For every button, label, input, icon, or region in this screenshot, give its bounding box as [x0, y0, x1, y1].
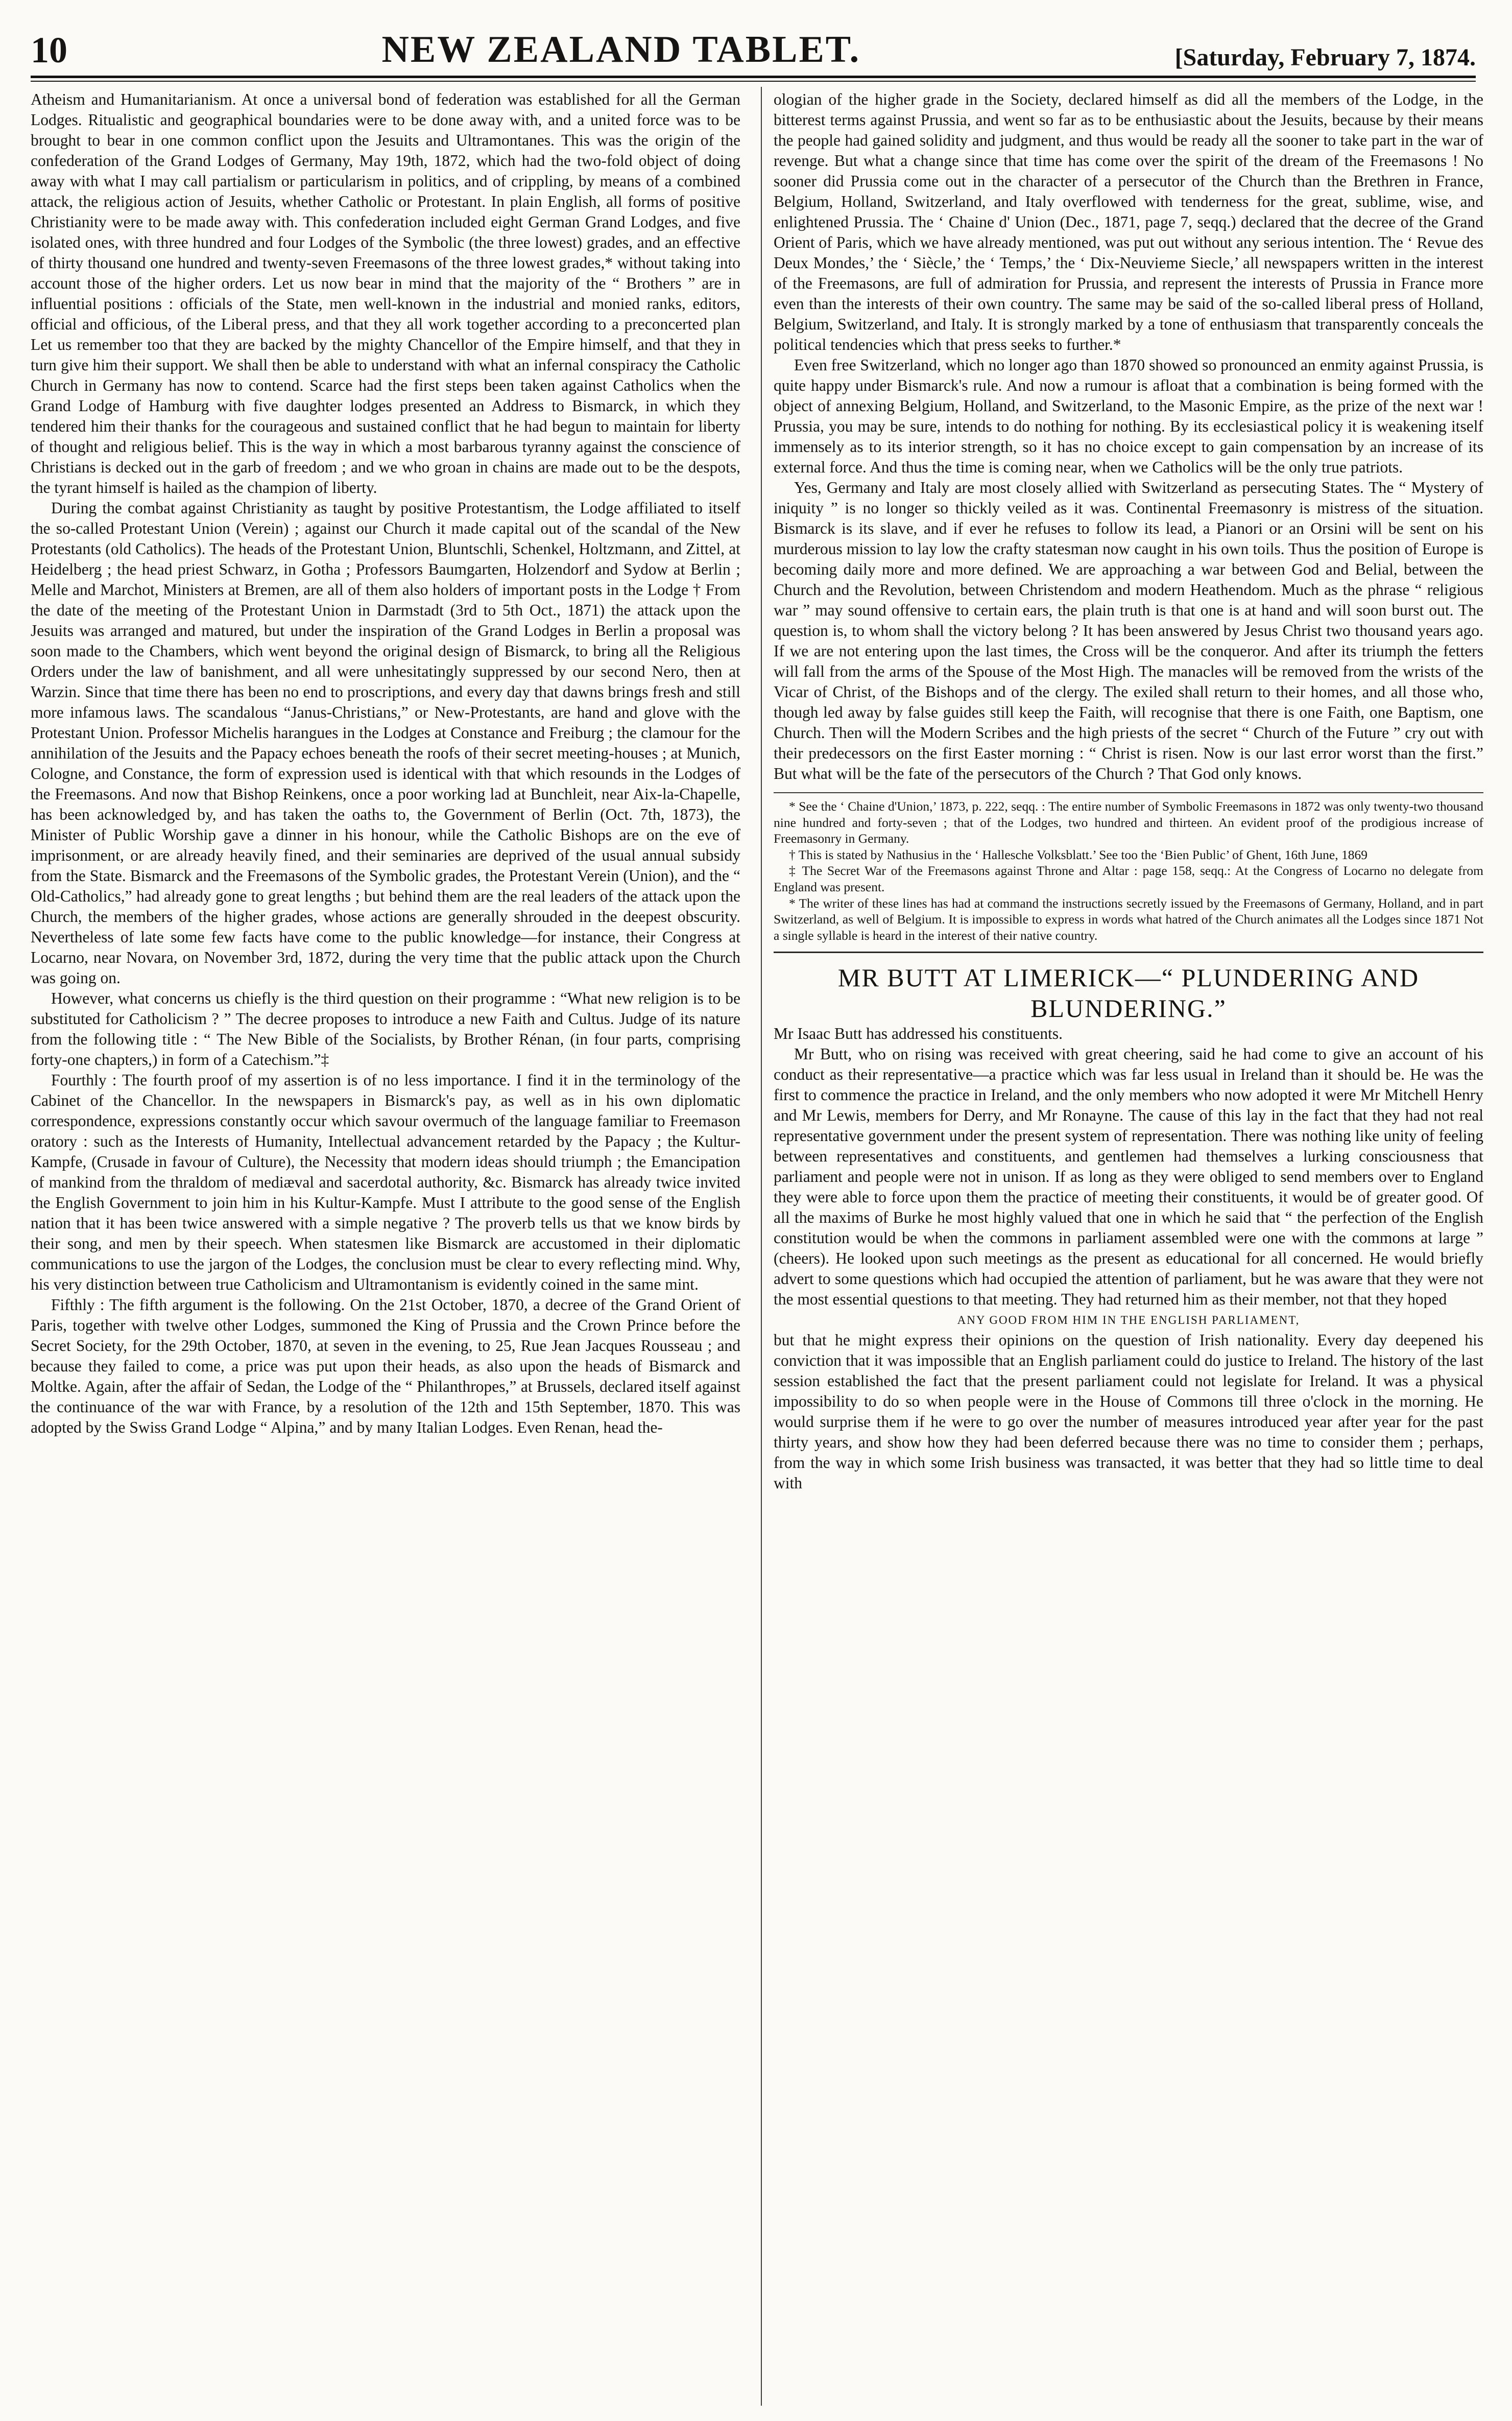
section-rule [774, 952, 1483, 953]
page-number: 10 [31, 30, 67, 70]
paragraph: but that he might express their opinions on the question of Irish nationality. Every day deepened his conviction that it was impossible that an English parliament could do justice to Ireland. The history of the last session established the fact that the present parliament could not legislate for Ireland. It was a physical impossibility to do so when people were in the House of Commons till three o'clock in the morning. He would surprise them if he were to go over the number of measures introduced year after year for the past thirty years, and show how they had been deferred because there was no time to consider them ; perhaps, from the way in which some Irish business was transacted, it was better that they had so little time to deal with [774, 1331, 1483, 1492]
footnotes [774, 792, 1483, 943]
footnote: † This is stated by Nathusius in the ‘ Hallesche Volksblatt.’ See too the ‘Bien Public’ of Ghent, 16th June, 1869 [789, 847, 1367, 862]
masthead [31, 15, 1476, 72]
article-headline: MR BUTT AT LIMERICK—“ PLUNDERING AND BLUNDERING.” [837, 963, 1420, 1023]
masthead-rule [31, 76, 1476, 78]
article-subhead: ANY GOOD FROM HIM IN THE ENGLISH PARLIAMENT, [957, 1314, 1300, 1327]
publication-title: NEW ZEALAND TABLET. [381, 29, 861, 70]
paragraph: Fifthly : The fifth argument is the following. On the 21st October, 1870, a decree of the Grand Orient of Paris, together with twelve other Lodges, summoned the King of Prussia and the Crown Prince before the Secret Society, for the 29th October, 1870, at seven in the evening, to 25, Rue Jean Jacques Rousseau ; and because they failed to come, a price was put upon their heads, as also upon the heads of Bismarck and Moltke. Again, after the affair of Sedan, the Lodge of the “ Philanthropes,” at Brussels, declared itself against the continuance of the war with France, by a resolution of the 12th and 15th September, 1870. This was adopted by the Swiss Grand Lodge “ Alpina,” and by many Italian Lodges. Even Renan, head the- [31, 1296, 740, 1436]
footnote: * The writer of these lines has had at command the instructions secretly issued by the Freemasons of Germany, Holland, and in part Switzerland, as well of Belgium. It is impossible to express in words what hatred of the Church animates all the Lodges since 1871 Not a single syllable is heard in the interest of their native country. [774, 895, 1483, 943]
newspaper-page [31, 15, 1483, 2411]
paragraph: Atheism and Humanitarianism. At once a universal bond of federation was established for all the German Lodges. Ritualistic and geographical boundaries were to be done away with, and a united force was to be brought to bear in one common conflict upon the Jesuits and Ultramontanes. This was the origin of the confederation of the Grand Lodges of Germany, May 19th, 1872, which had the two-fold object of doing away with what I may call partialism or particularism in politics, and of crippling, by means of a combined attack, the religious action of Jesuits, whether Catholic or Protestant. In plain English, all forms of positive Christianity were to be made away with. This confederation included eight German Grand Lodges, and five isolated ones, with three hundred and four Lodges of the Symbolic (the three lowest) grades, and an effective of thirty thousand one hundred and twenty-seven Freemasons of the three lowest grades,* without taking into account those of the higher orders. Let us now bear in mind that the majority of the “ Brothers ” are in influential positions : officials of the State, men well-known in the industrial and monied ranks, editors, official and officious, of the Liberal press, and that they all work together according to a preconcerted plan Let us remember too that they are backed by the mighty Chancellor of the Empire himself, and that they in turn give him their support. We shall then be able to understand with what an infernal conspiracy the Catholic Church in Germany has now to contend. Scarce had the first steps been taken against Catholics when the Grand Lodge of Hamburg with five daughter lodges presented an Address to Bismarck, in which they tendered him their thanks for the courageous and sustained conflict that he had begun to maintain for liberty of thought and religious belief. This is the way in which a most barbarous tyranny against the conscience of Christians is decked out in the garb of freedom ; and we who groan in chains are made out to be the despots, the tyrant himself is hailed as the champion of liberty. [31, 90, 740, 496]
left-column [31, 89, 740, 2408]
right-column [774, 89, 1483, 2408]
footnote: * See the ‘ Chaine d'Union,’ 1873, p. 222, seqq. : The entire number of Symbolic Freemasons in 1872 was only twenty-two thousand nine hundred and forty-seven ; that of the Lodges, two hundred and thirteen. An evident proof of the prodigious increase of Freemasonry in Germany. [774, 799, 1483, 846]
column-divider [761, 87, 762, 2406]
paragraph: However, what concerns us chiefly is the third question on their programme : “What new religion is to be substituted for Catholicism ? ” The decree proposes to introduce a new Faith and Cultus. Judge of its nature from the following title : “ The New Bible of the Socialists, by Brother Rénan, (in four parts, comprising forty-one chapters,) in form of a Catechism.”‡ [31, 989, 740, 1069]
paragraph: ologian of the higher grade in the Society, declared himself as did all the members of the Lodge, in the bitterest terms against Prussia, and went so far as to be enthusiastic about the Jesuits, because by their means the people had gained solidity and judgment, and thus would be ready all the sooner to take part in the war of revenge. But what a change since that time has come over the spirit of the dream of the Freemasons ! No sooner did Prussia come out in the character of a persecutor of the Church than the Brethren in France, Belgium, Holland, Switzerland, and Italy overflowed with tenderness for the great, sublime, wise, and enlightened Prussia. The ‘ Chaine d' Union (Dec., 1871, page 7, seqq.) declared that the decree of the Grand Orient of Paris, which we have already mentioned, was put out without any serious intention. The ‘ Revue des Deux Mondes,’ the ‘ Siècle,’ the ‘ Temps,’ the ‘ Dix-Neuvieme Siecle,’ all newspapers written in the interest of the Freemasons, are full of admiration for Prussia, and represent the interests of Prussia in France more even than the interests of their own country. The same may be said of the so-called liberal press of Holland, Belgium, Switzerland, and Italy. It is strongly marked by a tone of enthusiasm that transparently conceals the political tendencies which that press seeks to further.* [774, 90, 1483, 353]
paragraph: Fourthly : The fourth proof of my assertion is of no less importance. I find it in the terminology of the Cabinet of the Chancellor. In the newspapers in Bismarck's pay, as well as in his own diplomatic correspondence, expressions constantly occur which savour overmuch of the language familiar to Freemason oratory : such as the Interests of Humanity, Intellectual advancement retarded by the Papacy ; the Kultur-Kampfe, (Crusade in favour of Culture), the Necessity that modern ideas should triumph ; the Emancipation of mankind from the thraldom of mediæval and sacerdotal authority, &c. Bismarck has already twice invited the English Government to join him in his Kultur-Kampfe. Must I attribute to the good sense of the English nation that it has been twice answered with a simple negative ? The proverb tells us that we know birds by their song, and men by their speech. When statesmen like Bismarck are accustomed in their diplomatic communications to use the jargon of the Lodges, the conclusion must be clear to every reflecting mind. Why, his very distinction between true Catholicism and Ultramontanism is evidently coined in the same mint. [31, 1071, 740, 1293]
paragraph: Even free Switzerland, which no longer ago than 1870 showed so pronounced an enmity against Prussia, is quite happy under Bismarck's rule. And now a rumour is afloat that a combination is being formed with the object of annexing Belgium, Holland, and Switzerland, to the Masonic Empire, as the prize of the next war ! Prussia, you may be sure, intends to do nothing for nothing. By its ecclesiastical policy it is weakening itself immensely as to its interior strength, so it has no choice except to gain compensation by an increase of its external force. And thus the time is coming near, when we Catholics will be the only true patriots. [774, 356, 1483, 476]
footnote: ‡ The Secret War of the Freemasons against Throne and Altar : page 158, seqq.: At the Congress of Locarno no delegate from England was present. [774, 863, 1483, 895]
paragraph: Mr Butt, who on rising was received with great cheering, said he had come to give an account of his conduct as their representative—a practice which was far less usual in Ireland than it should be. He was the first to commence the practice in Ireland, and the only members who now adopted it were Mr Mitchell Henry and Mr Lewis, members for Derry, and Mr Ronayne. The cause of this lay in the fact that they had not real representative government under the present system of representation. There was nothing like unity of feeling between representatives and constituents, and gentlemen had themselves a lurking consciousness that parliament and people were not in unison. If as long as they were obliged to send members over to England they were able to force upon them the practice of meeting their constituents, it would be of greater good. Of all the maxims of Burke he most highly valued that one in which he said that “ the perfection of the English constitution would be when the commons in parliament assembled were one with the commons at large ” (cheers). He looked upon such meetings as the present as educational for all concerned. He would briefly advert to some questions which had occupied the attention of parliament, but he was aware that they were not the most essential questions to that meeting. They had returned him as their member, not that they hoped [774, 1045, 1483, 1309]
paragraph: Yes, Germany and Italy are most closely allied with Switzerland as persecuting States. The “ Mystery of iniquity ” is no longer so thickly veiled as it was. Continental Freemasonry is mistress of the situation. Bismarck is its slave, and if ever he refuses to follow its lead, a Pianori or an Orsini will be sent on his murderous mission to lay low the crafty statesman now caught in his own toils. Thus the position of Europe is becoming daily more and more defined. We are approaching a war between God and Belial, between the Church and the Revolution, between Christendom and modern Heathendom. Much as the phrase “ religious war ” may sound offensive to certain ears, the plain truth is that one is at hand and will soon burst out. The question is, to whom shall the victory belong ? It has been answered by Jesus Christ two thousand years ago. If we are not entering upon the last times, the Cross will be the conqueror. And after its triumph the fetters will fall from the arms of the Spouse of the Most High. The manacles will be removed from the wrists of the Vicar of Christ, of the Bishops and of the clergy. The exiled shall return to their homes, and all those who, though led away by false guides still keep the Faith, will recognise that there is one Faith, one Baptism, one Church. Then will the Modern Scribes and the high priests of the secret “ Church of the Future ” cry out with their predecessors on the first Easter morning : “ Christ is risen. Now is our last error worst than the first.” But what will be the fate of the persecutors of the Church ? That God only knows. [774, 479, 1483, 782]
issue-date: [Saturday, February 7, 1874. [1174, 44, 1476, 71]
masthead-rule-thin [31, 81, 1476, 82]
paragraph: During the combat against Christianity as taught by positive Protestantism, the Lodge affiliated to itself the so-called Protestant Union (Verein) ; against our Church it made capital out of the scandal of the New Protestants (old Catholics). The heads of the Protestant Union, Bluntschli, Schenkel, Holtzmann, and Zittel, at Heidelberg ; the head priest Schwarz, in Gotha ; Professors Baumgarten, Holzendorf and Sydow at Berlin ; Melle and Marchot, Ministers at Bremen, are all of them also holders of important posts in the Lodge † From the date of the meeting of the Protestant Union in Darmstadt (3rd to 5th Oct., 1871) the attack upon the Jesuits was arranged and matured, but under the inspiration of the Grand Lodges in Berlin a proposal was soon made to the Chambers, which went beyond the original design of Bismarck, to bring all the Religious Orders under the law of banishment, and all were unhesitatingly suppressed by our second Nero, then at Warzin. Since that time there has been no end to proscriptions, and every day that dawns brings fresh and still more infamous laws. The scandalous “Janus-Christians,” or New-Protestants, are hand and glove with the Protestant Union. Professor Michelis harangues in the Lodges at Constance and Freiburg ; the clamour for the annihilation of the Jesuits and the Papacy echoes beneath the roofs of their secret meeting-houses ; at Munich, Cologne, and Constance, the form of expression used is identical with that which resounds in the Lodges of the Freemasons. And now that Bishop Reinkens, once a poor working lad at Bunchleit, near Aix-la-Chapelle, has been acknowledged by, and has taken the oaths to, the Government of Berlin (Oct. 7th, 1873), the Minister of Public Worship gave a dinner in his honour, while the Catholic Bishops are on the eve of imprisonment, or are already heavily fined, and their seminaries are deprived of the usual annual subsidy from the State. Bismarck and the Freemasons of the Symbolic grades, the Protestant Verein (Union), and the “ Old-Catholics,” had already gone to great lengths ; but behind them are the real leaders of the attack upon the Church, the members of the higher grades, whose actions are generally shrouded in the deepest obscurity. Nevertheless of late some few facts have come to the public knowledge—for instance, their Congress at Locarno, near Novara, on November 3rd, 1872, during the very time that the public attack upon the Church was going on. [31, 499, 740, 987]
article-lead: Mr Isaac Butt has addressed his constituents. [774, 1025, 1063, 1043]
